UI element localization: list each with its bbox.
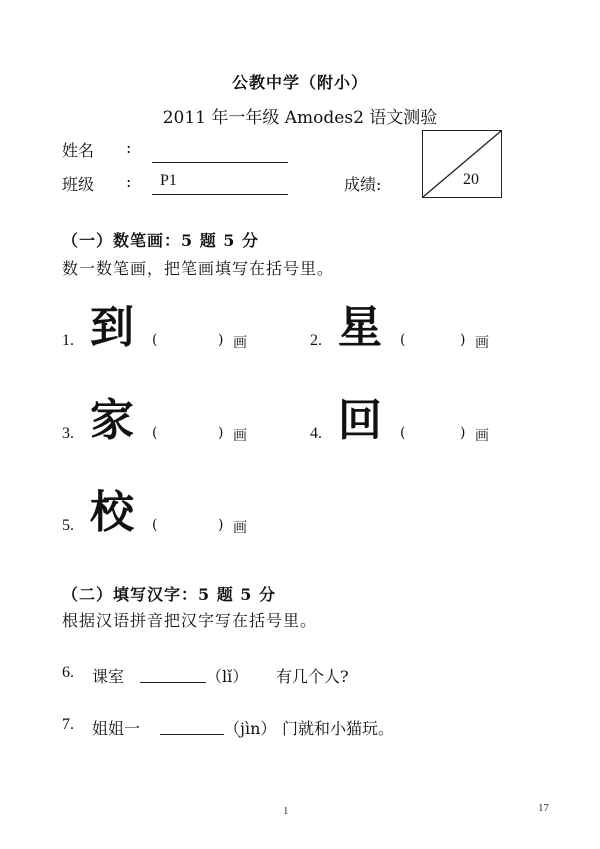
class-value: P1 [160, 172, 177, 189]
sentence-suffix: 门就和小猫玩。 [282, 719, 395, 738]
stroke-count-character: 家 [90, 395, 134, 446]
item-number: 6. [62, 664, 74, 681]
answer-open-paren: ( [400, 425, 406, 441]
answer-close-paren: ) [460, 425, 466, 441]
answer-close-paren: ) [460, 332, 466, 348]
answer-open-paren: ( [400, 332, 406, 348]
score-label: 成绩: [344, 175, 382, 194]
school-name: 公教中学（附小） [231, 73, 368, 92]
stroke-count-character: 校 [90, 487, 134, 538]
stroke-unit: 画 [233, 335, 247, 351]
name-colon: : [126, 138, 132, 157]
stroke-unit: 画 [475, 335, 489, 351]
name-label: 姓名 [62, 141, 95, 160]
stroke-unit: 画 [233, 428, 247, 444]
stroke-count-character: 星 [338, 302, 382, 353]
pinyin-hint: （jìn） [224, 719, 277, 738]
score-box [422, 130, 502, 198]
score-value: 20 [463, 171, 479, 188]
name-field-line [152, 162, 288, 163]
pinyin-hint: （lǐ） [206, 667, 249, 686]
class-field-line [152, 194, 288, 195]
stroke-count-character: 回 [338, 395, 382, 446]
section1-heading: （一）数笔画：5 题 5 分 [62, 231, 259, 250]
test-title: 2011 年一年级 Amodes2 语文测验 [162, 108, 438, 128]
answer-open-paren: ( [152, 332, 158, 348]
answer-blank [160, 734, 224, 735]
answer-blank [140, 682, 206, 683]
answer-open-paren: ( [152, 425, 158, 441]
section2-instruction: 根据汉语拼音把汉字写在括号里。 [62, 611, 318, 630]
item-number: 3. [62, 425, 74, 442]
stroke-unit: 画 [475, 428, 489, 444]
item-number: 4. [310, 425, 322, 442]
sentence-suffix: 有几个人? [276, 667, 349, 686]
sentence-prefix: 姐姐一 [92, 719, 141, 738]
item-number: 7. [62, 716, 74, 733]
sentence-prefix: 课室 [92, 667, 125, 686]
page-number: 1 [283, 805, 289, 817]
stroke-unit: 画 [233, 520, 247, 536]
class-label: 班级 [62, 175, 95, 194]
answer-close-paren: ) [218, 517, 224, 533]
answer-close-paren: ) [218, 425, 224, 441]
section2-heading: （二）填写汉字：5 题 5 分 [62, 585, 276, 604]
stroke-count-character: 到 [90, 302, 134, 353]
answer-open-paren: ( [152, 517, 158, 533]
section1-instruction: 数一数笔画，把笔画填写在括号里。 [62, 259, 335, 278]
item-number: 1. [62, 332, 74, 349]
class-colon: : [126, 172, 132, 191]
item-number: 5. [62, 517, 74, 534]
item-number: 2. [310, 332, 322, 349]
score-box-diagonal [423, 131, 501, 197]
corner-mark: 17 [538, 802, 549, 814]
answer-close-paren: ) [218, 332, 224, 348]
